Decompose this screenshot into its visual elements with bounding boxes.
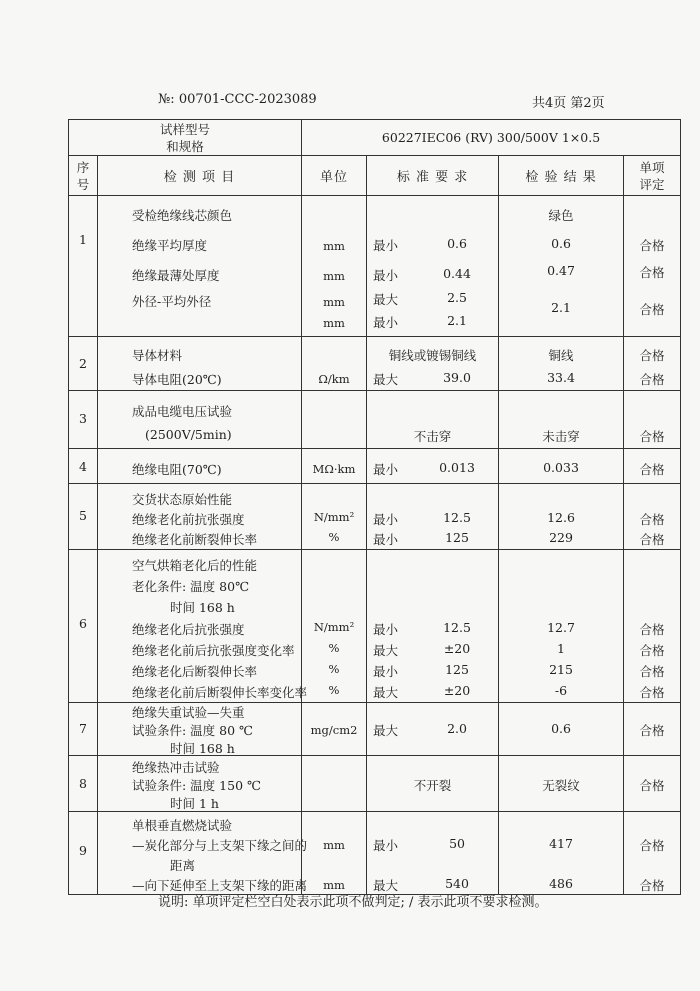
requirement-label: 最大 [373,878,399,893]
unit-value: mm [323,295,345,309]
item-name: (2500V/5min) [145,427,232,442]
item-name: —炭化部分与上支架下缘之间的 [132,838,308,853]
requirement-value: ±20 [443,641,471,656]
model-value: 60227IEC06 (RV) 300/500V 1×0.5 [302,120,681,156]
item-name: 绝缘平均厚度 [132,238,208,253]
item-name: 交货状态原始性能 [132,492,233,507]
result-value: 229 [549,530,573,545]
group-row-4 [69,449,681,484]
item-name: 单根垂直燃烧试验 [132,818,233,833]
item-name: 绝缘老化前后断裂伸长率变化率 [132,685,308,700]
item-name: 试验条件: 温度 80 ℃ [132,723,254,738]
group-row-3 [69,391,681,449]
item-name: 绝缘老化后断裂伸长率 [132,664,258,679]
requirement-text: 不开裂 [413,778,452,793]
unit-value: N/mm² [313,620,355,634]
requirement-value: 50 [449,836,465,851]
requirement-label: 最小 [373,238,399,253]
unit-value: % [328,530,340,544]
group-number: 2 [79,356,87,371]
item-name: 绝缘最薄处厚度 [132,268,220,283]
col-requirement-header: 标 准 要 求 [367,156,499,196]
requirement-text: 铜线或镀锡铜线 [388,348,477,363]
col-result-header: 检 验 结 果 [499,156,624,196]
requirement-label: 最小 [373,315,399,330]
result-value: 绿色 [548,208,574,223]
item-name: 试验条件: 温度 150 ℃ [132,778,261,793]
item-name: 绝缘老化前断裂伸长率 [132,532,258,547]
requirement-label: 最小 [373,664,399,679]
col-no-header: 序 号 [69,156,98,196]
item-name: 导体电阻(20℃) [132,372,222,387]
requirement-value: 12.5 [443,620,471,635]
item-name: 绝缘老化前抗张强度 [132,512,245,527]
group-number: 8 [79,776,87,791]
requirement-label: 最小 [373,512,399,527]
item-name: 绝缘热冲击试验 [132,760,220,775]
column-header-row [69,156,681,196]
requirement-value: 125 [445,662,469,677]
group-row-6 [69,550,681,703]
unit-value: % [328,662,340,676]
item-name: 空气烘箱老化后的性能 [132,558,258,573]
result-value: -6 [554,683,568,698]
evaluation-value: 合格 [639,372,665,387]
group-row-7 [69,703,681,756]
result-value: 215 [549,662,573,677]
item-name: 绝缘电阻(70℃) [132,462,222,477]
item-name: 导体材料 [132,348,183,363]
requirement-value: 12.5 [443,510,471,525]
model-row [69,120,681,156]
group-number: 4 [79,459,87,474]
requirement-label: 最小 [373,838,399,853]
group-number: 5 [79,508,87,523]
evaluation-value: 合格 [639,238,665,253]
result-value: 12.7 [547,620,575,635]
unit-value: mg/cm2 [310,723,358,737]
requirement-label: 最小 [373,462,399,477]
item-name: 时间 1 h [170,796,219,811]
requirement-value: 2.0 [447,721,467,736]
requirement-label: 最大 [373,372,399,387]
result-value: 未击穿 [542,429,580,444]
unit-value: % [328,683,340,697]
evaluation-value: 合格 [639,302,665,317]
requirement-value: 0.44 [443,266,471,281]
unit-value: Ω/km [318,372,350,386]
result-value: 33.4 [547,370,575,385]
group-number: 1 [79,232,87,247]
unit-value: mm [323,239,345,253]
item-name: 外径-平均外径 [132,294,212,309]
group-number: 6 [79,616,87,631]
evaluation-value: 合格 [639,265,665,280]
result-value: 0.033 [543,460,579,475]
item-name: —向下延伸至上支架下缘的距离 [132,878,308,893]
item-name: 绝缘失重试验—失重 [132,705,245,720]
item-name: 老化条件: 温度 80℃ [132,579,250,594]
evaluation-value: 合格 [639,685,665,700]
requirement-value: 125 [445,530,469,545]
requirement-text: 不击穿 [413,429,452,444]
group-number: 7 [79,721,87,736]
result-value: 1 [557,641,565,656]
requirement-label: 最大 [373,292,399,307]
requirement-label: 最大 [373,685,399,700]
evaluation-value: 合格 [639,512,665,527]
page-info: 共4页 第2页 [532,96,605,111]
unit-value: MΩ·km [312,462,356,476]
result-value: 无裂纹 [542,778,580,793]
evaluation-value: 合格 [639,664,665,679]
group-number: 3 [79,411,87,426]
result-value: 2.1 [551,300,571,315]
group-row-1 [69,196,681,337]
result-value: 0.6 [551,236,571,251]
requirement-label: 最小 [373,268,399,283]
unit-value: mm [323,269,345,283]
group-row-8 [69,756,681,812]
requirement-value: 2.5 [447,290,467,305]
requirement-label: 最大 [373,723,399,738]
group-row-2 [69,337,681,391]
requirement-label: 最小 [373,532,399,547]
evaluation-value: 合格 [639,462,665,477]
evaluation-value: 合格 [639,429,665,444]
unit-value: mm [323,838,345,852]
model-label: 试样型号 和规格 [69,120,302,156]
report-number: №: 00701-CCC-2023089 [158,92,317,107]
col-item-header: 检 测 项 目 [98,156,302,196]
result-value: 0.6 [551,721,571,736]
evaluation-value: 合格 [639,838,665,853]
result-value: 铜线 [548,348,574,363]
requirement-value: 0.013 [439,460,475,475]
group-row-9 [69,812,681,895]
item-name: 绝缘老化前后抗张强度变化率 [132,643,295,658]
unit-value: mm [323,316,345,330]
item-name: 成品电缆电压试验 [132,404,233,419]
test-report-table [68,119,681,895]
result-value: 486 [549,876,573,891]
evaluation-value: 合格 [639,348,665,363]
requirement-value: 0.6 [447,236,467,251]
result-value: 417 [549,836,573,851]
requirement-value: 2.1 [447,313,467,328]
group-number: 9 [79,843,87,858]
group-row-5 [69,484,681,550]
result-value: 0.47 [547,263,575,278]
evaluation-value: 合格 [639,532,665,547]
unit-value: % [328,641,340,655]
col-eval-header: 单项 评定 [624,156,681,196]
item-name: 时间 168 h [170,741,235,756]
item-name: 距离 [170,858,196,873]
requirement-label: 最大 [373,643,399,658]
item-name: 绝缘老化后抗张强度 [132,622,245,637]
evaluation-value: 合格 [639,643,665,658]
evaluation-value: 合格 [639,622,665,637]
result-value: 12.6 [547,510,575,525]
item-name: 受检绝缘线芯颜色 [132,208,233,223]
col-unit-header: 单位 [302,156,367,196]
item-name: 时间 168 h [170,600,235,615]
unit-value: mm [323,878,345,892]
requirement-label: 最小 [373,622,399,637]
unit-value: N/mm² [313,510,355,524]
evaluation-value: 合格 [639,723,665,738]
evaluation-value: 合格 [639,878,665,893]
requirement-value: 540 [445,876,469,891]
requirement-value: ±20 [443,683,471,698]
evaluation-value: 合格 [639,778,665,793]
requirement-value: 39.0 [443,370,471,385]
footer-note: 说明: 单项评定栏空白处表示此项不做判定; / 表示此项不要求检测。 [158,895,548,910]
